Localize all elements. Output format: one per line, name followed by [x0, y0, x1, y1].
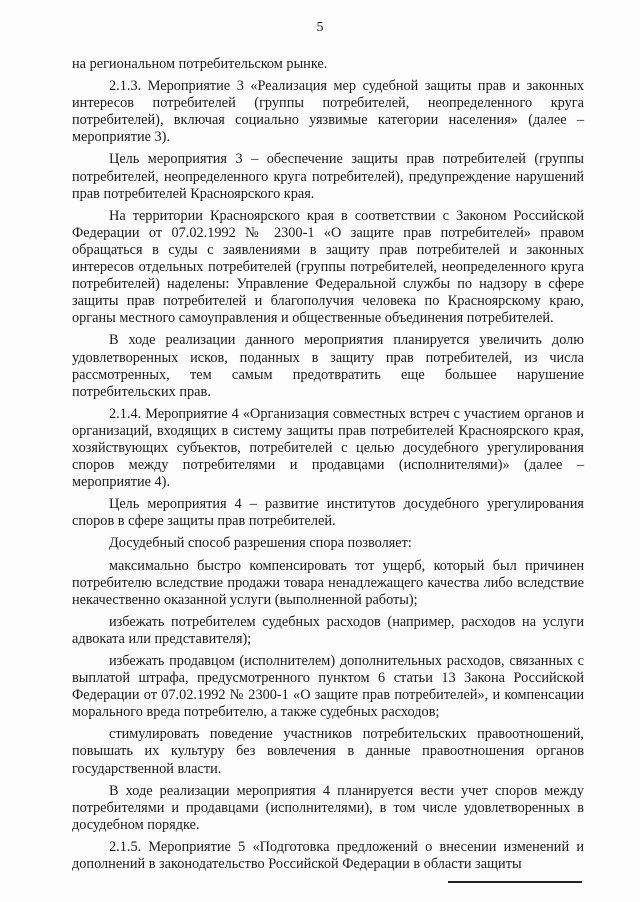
paragraph-5: В ходе реализации данного мероприятия планируется увеличить долю удовлетворенных исков, поданных в защиту прав потребителей, из числа рассмотренных, тем самым предотвратить еще большее нарушение потребительских прав. — [72, 332, 584, 400]
paragraph-12: стимулировать поведение участников потребительских правоотношений, повышать их культуру без вовлечения в данные правоотношения органов государственной власти. — [72, 726, 584, 777]
paragraph-4: На территории Красноярского края в соответствии с Законом Российской Федерации от 07.02.1992 № 2300-1 «О защите прав потребителей» правом обращаться в суды с заявлениями в защиту прав потребителей и законных интересов отдельных потребителей (группы потребителей, неопределенного круга потребителей) наделены: Управление Федеральной службы по надзору в сфере защиты прав потребителей и благополучия человека по Красноярскому краю, органы местного самоуправления и общественные объединения потребителей. — [72, 207, 584, 327]
paragraph-13: В ходе реализации мероприятия 4 планируется вести учет споров между потребителями и продавцами (исполнителями), в том числе удовлетворенных в досудебном порядке. — [72, 782, 584, 833]
paragraph-2: 2.1.3. Мероприятие 3 «Реализация мер судебной защиты прав и законных интересов потребителей (группы потребителей, неопределенного круга потребителей), включая социально уязвимые категории населения» (далее – мероприятие 3). — [72, 78, 584, 146]
paragraph-11: избежать продавцом (исполнителем) дополнительных расходов, связанных с выплатой штрафа, предусмотренного пунктом 6 статьи 13 Закона Российской Федерации от 07.02.1992 № 2300-1 «О защите прав потребителей», и компенсации морального вреда потребителю, а также судебных расходов; — [72, 653, 584, 721]
page-number: 5 — [316, 20, 324, 35]
footer-rule — [448, 881, 582, 883]
paragraph-8: Досудебный способ разрешения спора позволяет: — [109, 535, 412, 552]
paragraph-14: 2.1.5. Мероприятие 5 «Подготовка предложений о внесении изменений и дополнений в законодательство Российской Федерации в области защиты — [72, 838, 584, 873]
paragraph-3: Цель мероприятия 3 – обеспечение защиты прав потребителей (группы потребителей, неопределенного круга потребителей), предупреждение нарушений прав потребителей Красноярского края. — [72, 151, 584, 202]
document-body — [72, 56, 584, 878]
paragraph-7: Цель мероприятия 4 – развитие институтов досудебного урегулирования споров в сфере защиты прав потребителей. — [72, 496, 584, 530]
paragraph-9: максимально быстро компенсировать тот ущерб, который был причинен потребителю вследствие продажи товара ненадлежащего качества либо вследствие некачественно оказанной услуги (выполненной работы); — [72, 557, 584, 608]
paragraph-6: 2.1.4. Мероприятие 4 «Организация совместных встреч с участием органов и организаций, входящих в систему защиты прав потребителей Красноярского края, хозяйствующих субъектов, потребителей с целью досудебного урегулирования споров между потребителями и продавцами (исполнителями)» (далее – мероприятие 4). — [72, 405, 584, 491]
paragraph-10: избежать потребителем судебных расходов (например, расходов на услуги адвоката или представителя); — [72, 613, 584, 647]
paragraph-1: на региональном потребительском рынке. — [72, 56, 328, 72]
